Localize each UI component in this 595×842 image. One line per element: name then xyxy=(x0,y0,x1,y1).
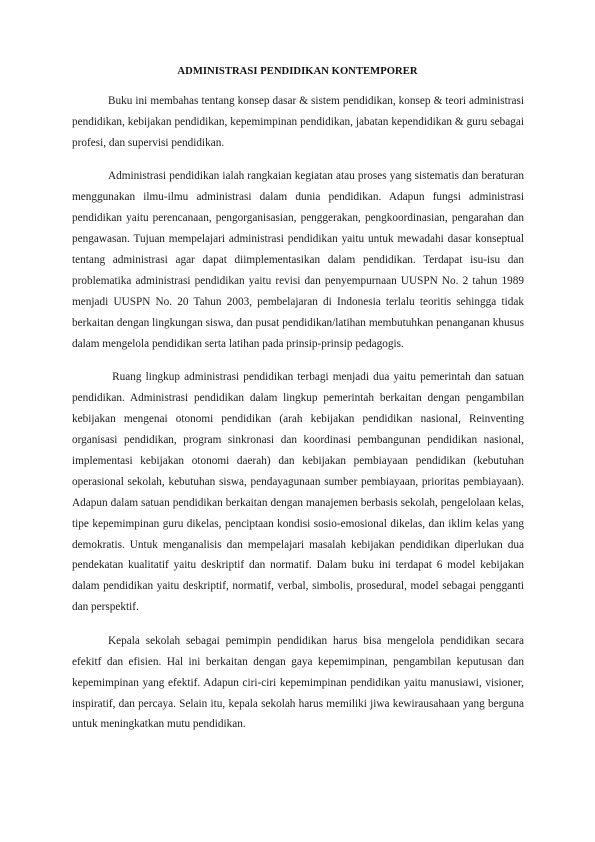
document-body xyxy=(72,91,527,748)
document-title: ADMINISTRASI PENDIDIKAN KONTEMPORER xyxy=(177,66,418,77)
paragraph-4: Kepala sekolah sebagai pemimpin pendidikan harus bisa mengelola pendidikan secara efekitf dan efisien. Hal ini berkaitan dengan gaya kepemimpinan, pengambilan keputusan dan kepemimpinan yang efektif. Adapun ciri-ciri kepemimpinan pendidikan yaitu manusiawi, visioner, inspiratif, dan percaya. Selain itu, kepala sekolah harus memiliki jiwa kewirausahaan yang berguna untuk meningkatkan mutu pendidikan. xyxy=(72,634,524,731)
paragraph-2: Administrasi pendidikan ialah rangkaian kegiatan atau proses yang sistematis dan beraturan menggunakan ilmu-ilmu administrasi dalam dunia pendidikan. Adapun fungsi administrasi pendidikan yaitu perencanaan, pengorganisasian, penggerakan, pengkoordinasian, pengarahan dan pengawasan. Tujuan mempelajari administrasi pendidikan yaitu untuk mewadahi dasar konseptual tentang administrasi agar dapat diimplementasikan dalam pendidikan. Terdapat isu-isu dan problematika administrasi pendidikan yaitu revisi dan penyempurnaan UUSPN No. 2 tahun 1989 menjadi UUSPN No. 20 Tahun 2003, pembelajaran di Indonesia terlalu teoritis sehingga tidak berkaitan dengan lingkungan siswa, dan pusat pendidikan/latihan membutuhkan penanganan khusus dalam mengelola pendidikan serta latihan pada prinsip-prinsip pedagogis. xyxy=(72,170,524,350)
paragraph-3: Ruang lingkup administrasi pendidikan terbagi menjadi dua yaitu pemerintah dan satuan pendidikan. Administrasi pendidikan dalam lingkup pemerintah berkaitan dengan pengambilan kebijakan mengenai otonomi pendidikan (arah kebijakan pendidikan nasional, Reinventing organisasi pendidikan, program sinkronasi dan koordinasi pembangunan pendidikan nasional, implementasi kebijakan otonomi daerah) dan kebijakan pembiayaan pendidikan (kebutuhan operasional sekolah, kebutuhan siswa, pendayagunaan sumber pembiayaan, prioritas pembiayaan). Adapun dalam satuan pendidikan berkaitan dengan manajemen berbasis sekolah, pengelolaan kelas, tipe kepemimpinan guru dikelas, penciptaan kondisi sosio-emosional dikelas, dan iklim kelas yang demokratis. Untuk menganalisis dan mempelajari masalah kebijakan pendidikan diperlukan dua pendekatan kualitatif yaitu deskriptif dan normatif. Dalam buku ini terdapat 6 model kebijakan dalam pendidikan yaitu deskriptif, normatif, verbal, simbolis, prosedural, model sebagai pengganti dan perspektif. xyxy=(72,371,527,614)
paragraph-1: Buku ini membahas tentang konsep dasar & sistem pendidikan, konsep & teori administrasi pendidikan, kebijakan pendidikan, kepemimpinan pendidikan, jabatan kependidikan & guru sebagai profesi, dan supervisi pendidikan. xyxy=(72,95,524,149)
